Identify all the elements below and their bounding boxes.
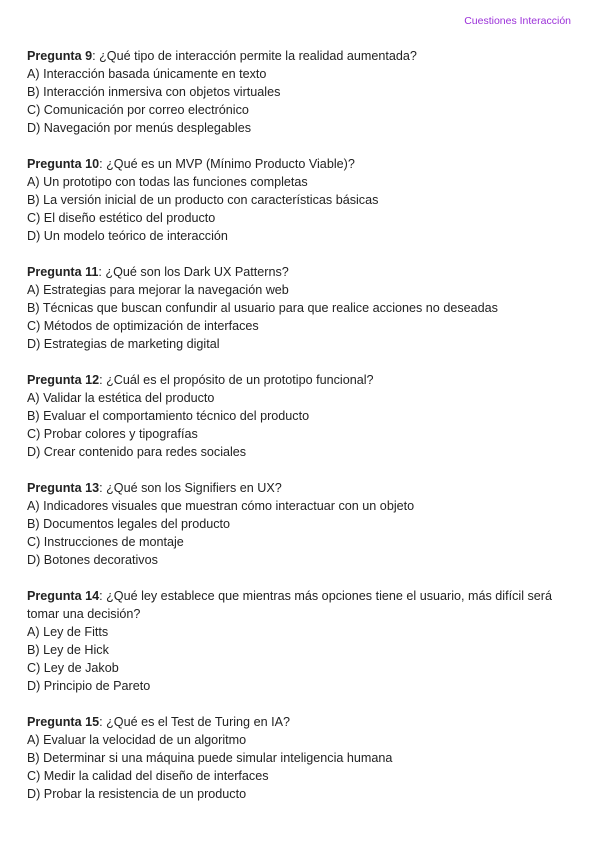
answer-option-d: D) Crear contenido para redes sociales: [27, 445, 247, 459]
answer-option-c: C) Medir la calidad del diseño de interfaces: [27, 769, 269, 783]
answer-option-a: A) Estrategias para mejorar la navegación web: [27, 283, 289, 297]
question-number: Pregunta 9: [27, 49, 93, 63]
question-11: [27, 263, 577, 353]
question-13: [27, 479, 577, 569]
answer-option-d: D) Estrategias de marketing digital: [27, 337, 220, 351]
question-15: [27, 713, 577, 803]
question-9: [27, 47, 577, 137]
answer-option-b: B) Documentos legales del producto: [27, 517, 231, 531]
answer-option-b: B) La versión inicial de un producto con características básicas: [27, 193, 379, 207]
question-number: Pregunta 14: [27, 589, 100, 603]
question-text: : ¿Qué es el Test de Turing en IA?: [99, 715, 290, 729]
answer-option-d: D) Probar la resistencia de un producto: [27, 787, 247, 801]
answer-option-a: A) Interacción basada únicamente en texto: [27, 67, 267, 81]
answer-option-c: C) Ley de Jakob: [27, 661, 119, 675]
question-12: [27, 371, 577, 461]
answer-option-c: C) Comunicación por correo electrónico: [27, 103, 249, 117]
answer-option-a: A) Indicadores visuales que muestran cómo interactuar con un objeto: [27, 499, 415, 513]
question-text: : ¿Cuál es el propósito de un prototipo funcional?: [99, 373, 374, 387]
answer-option-c: C) Métodos de optimización de interfaces: [27, 319, 259, 333]
answer-option-d: D) Principio de Pareto: [27, 679, 151, 693]
answer-option-b: B) Técnicas que buscan confundir al usuario para que realice acciones no deseadas: [27, 301, 498, 315]
question-text: : ¿Qué es un MVP (Mínimo Producto Viable)?: [99, 157, 355, 171]
answer-option-a: A) Un prototipo con todas las funciones completas: [27, 175, 308, 189]
answer-option-a: A) Evaluar la velocidad de un algoritmo: [27, 733, 247, 747]
answer-option-b: B) Interacción inmersiva con objetos virtuales: [27, 85, 281, 99]
answer-option-c: C) Probar colores y tipografías: [27, 427, 198, 441]
answer-option-a: A) Ley de Fitts: [27, 625, 109, 639]
answer-option-b: B) Evaluar el comportamiento técnico del producto: [27, 409, 310, 423]
question-list: [27, 47, 577, 821]
page-header-title: Cuestiones Interacción: [464, 15, 571, 27]
question-text: : ¿Qué son los Signifiers en UX?: [99, 481, 282, 495]
answer-option-c: C) El diseño estético del producto: [27, 211, 216, 225]
answer-option-c: C) Instrucciones de montaje: [27, 535, 184, 549]
question-number: Pregunta 11: [27, 265, 99, 279]
answer-option-d: D) Botones decorativos: [27, 553, 158, 567]
question-14: [27, 587, 577, 695]
question-10: [27, 155, 577, 245]
question-number: Pregunta 12: [27, 373, 100, 387]
question-number: Pregunta 10: [27, 157, 100, 171]
question-text: : ¿Qué son los Dark UX Patterns?: [98, 265, 289, 279]
answer-option-b: B) Ley de Hick: [27, 643, 109, 657]
question-text: : ¿Qué tipo de interacción permite la realidad aumentada?: [92, 49, 417, 63]
question-number: Pregunta 13: [27, 481, 100, 495]
question-text: : ¿Qué ley establece que mientras más opciones tiene el usuario, más difícil será tomar una decisión?: [27, 589, 552, 621]
answer-option-b: B) Determinar si una máquina puede simular inteligencia humana: [27, 751, 393, 765]
answer-option-d: D) Navegación por menús desplegables: [27, 121, 252, 135]
answer-option-d: D) Un modelo teórico de interacción: [27, 229, 228, 243]
question-number: Pregunta 15: [27, 715, 100, 729]
answer-option-a: A) Validar la estética del producto: [27, 391, 215, 405]
